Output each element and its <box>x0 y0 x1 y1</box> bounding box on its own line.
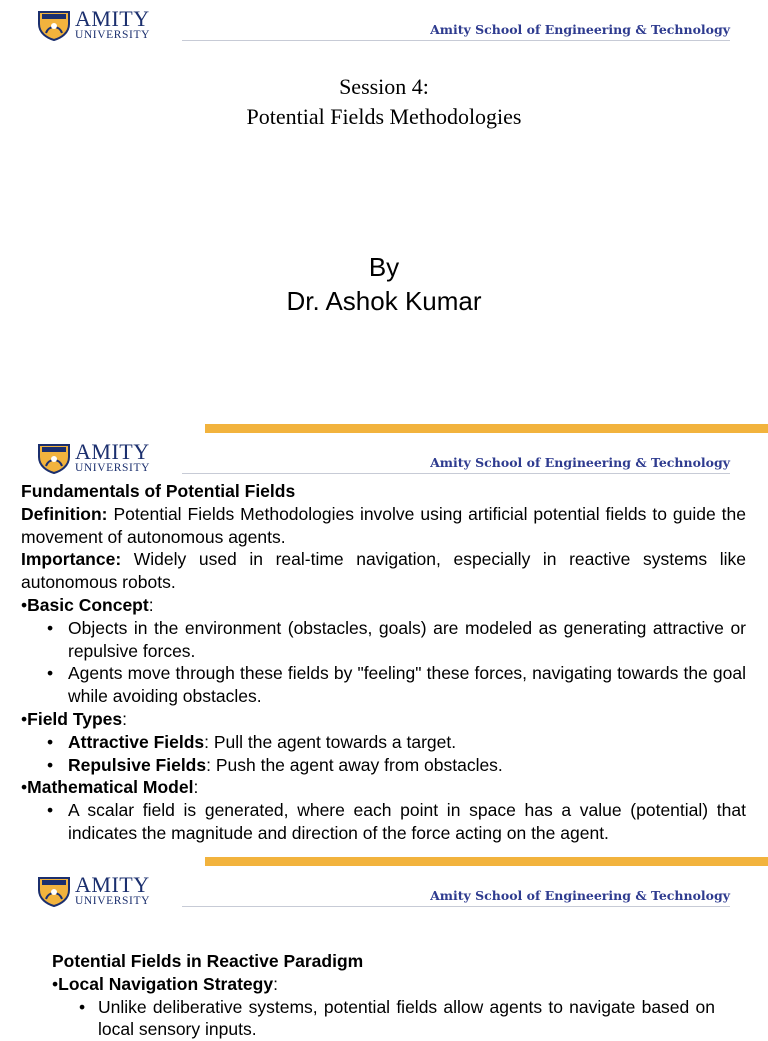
field-types-list <box>21 731 746 777</box>
amity-logo <box>37 872 177 909</box>
list-item <box>21 754 746 777</box>
importance-text: Widely used in real-time navigation, especially in reactive systems like autonomous robots. <box>21 549 746 593</box>
title-block <box>0 72 768 132</box>
header-title: Amity School of Engineering & Technology <box>430 888 730 903</box>
list-item: • Unlike deliberative systems, potential fields allow agents to navigate based on local sensory inputs. <box>52 996 715 1041</box>
repulsive-text: : Push the agent away from obstacles. <box>206 754 503 775</box>
basic-concept-list <box>21 617 746 708</box>
amity-shield-icon <box>37 875 71 907</box>
slide-content <box>21 480 746 845</box>
section-heading: Potential Fields in Reactive Paradigm <box>52 951 364 971</box>
slide-content <box>52 950 715 1041</box>
logo-subtitle: UNIVERSITY <box>75 462 150 474</box>
slide-3 <box>0 866 768 1040</box>
attractive-text: : Pull the agent towards a target. <box>204 731 457 752</box>
by-label: By <box>368 252 400 282</box>
local-nav-heading: •Local Navigation Strategy: <box>52 973 278 994</box>
list-item: • Agents move through these fields by "feeling" these forces, navigating towards the goal while avoiding obstacles. <box>21 662 746 708</box>
logo-name: AMITY <box>75 6 150 31</box>
math-model-label: Mathematical Model <box>27 777 194 798</box>
amity-logo <box>37 439 177 476</box>
author-block <box>0 250 768 318</box>
importance-paragraph <box>21 548 746 594</box>
logo-name: AMITY <box>75 439 150 464</box>
local-nav-label: Local Navigation Strategy <box>58 973 274 994</box>
list-item: • Objects in the environment (obstacles, goals) are modeled as generating attractive or repulsive forces. <box>21 617 746 663</box>
repulsive-label: Repulsive Fields <box>68 754 207 775</box>
section-heading: Fundamentals of Potential Fields <box>21 481 296 501</box>
importance-label: Importance: <box>21 549 122 570</box>
field-types-heading: •Field Types: <box>21 708 127 729</box>
field-types-label: Field Types <box>27 708 123 729</box>
accent-bar <box>205 424 768 433</box>
header-divider <box>182 473 730 474</box>
presentation-title: Potential Fields Methodologies <box>246 104 522 129</box>
definition-paragraph <box>21 503 746 549</box>
amity-shield-icon <box>37 9 71 41</box>
list-item: • A scalar field is generated, where each point in space has a value (potential) that indicates the magnitude and direction of the force acting on the agent. <box>21 799 746 845</box>
definition-label: Definition: <box>21 503 108 524</box>
header-title: Amity School of Engineering & Technology <box>430 22 730 37</box>
attractive-label: Attractive Fields <box>68 731 205 752</box>
math-model-list <box>21 799 746 845</box>
slide-2 <box>0 433 768 866</box>
math-model-heading: •Mathematical Model: <box>21 777 199 798</box>
accent-bar <box>205 857 768 866</box>
header-divider <box>182 906 730 907</box>
basic-concept-label: Basic Concept <box>27 594 149 615</box>
logo-name: AMITY <box>75 872 150 897</box>
basic-concept-heading: •Basic Concept: <box>21 594 154 615</box>
logo-subtitle: UNIVERSITY <box>75 29 150 41</box>
local-nav-list <box>52 996 715 1041</box>
header-divider <box>182 40 730 41</box>
list-item <box>21 731 746 754</box>
amity-logo <box>37 6 177 43</box>
header-title: Amity School of Engineering & Technology <box>430 455 730 470</box>
author-name: Dr. Ashok Kumar <box>286 286 482 316</box>
amity-shield-icon <box>37 442 71 474</box>
definition-text: Potential Fields Methodologies involve using artificial potential fields to guide the movement of autonomous agents. <box>21 503 746 547</box>
session-label: Session 4: <box>339 74 429 99</box>
logo-subtitle: UNIVERSITY <box>75 895 150 907</box>
slide-1 <box>0 0 768 433</box>
